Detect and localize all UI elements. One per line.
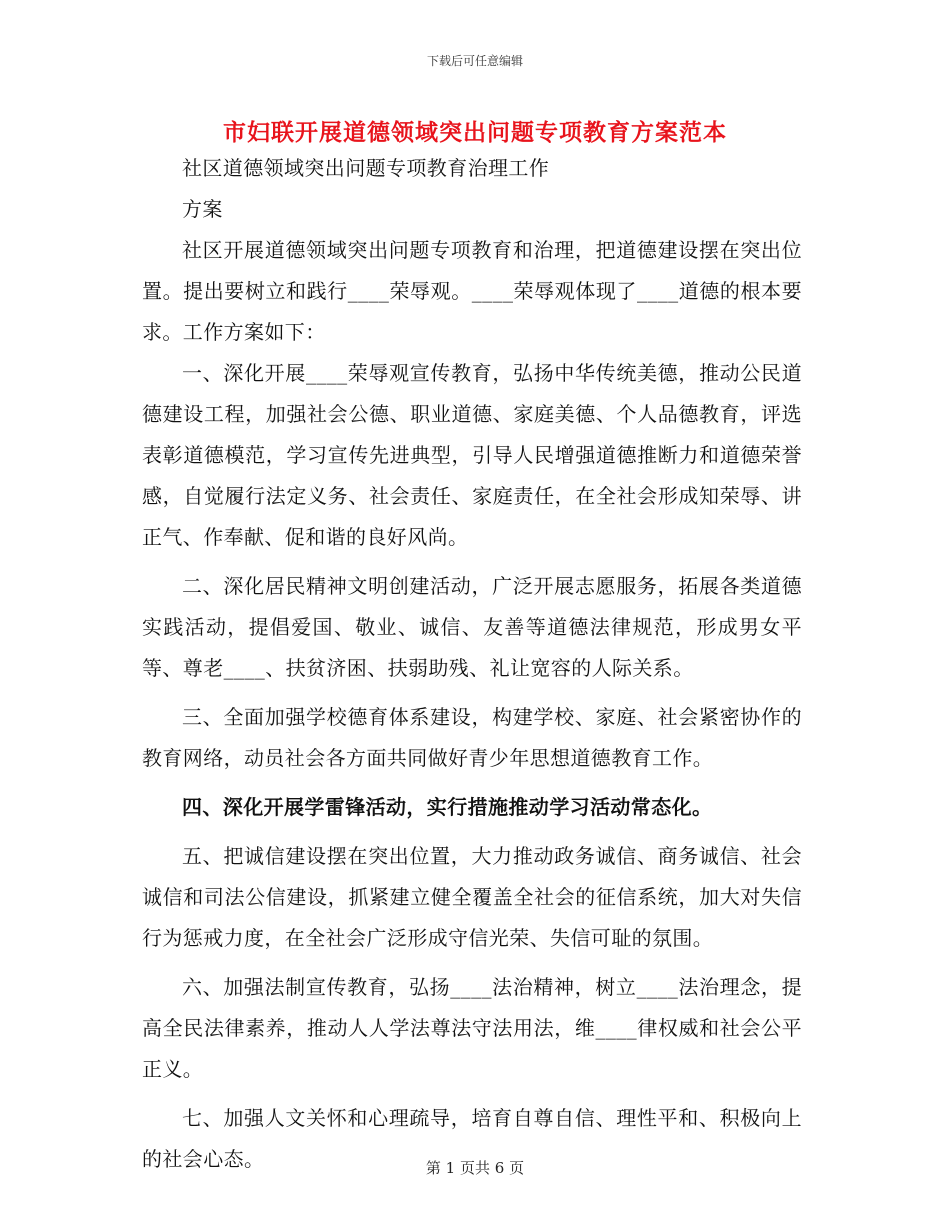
subtitle-line-1: 社区道德领域突出问题专项教育治理工作 [182, 156, 550, 180]
item-paragraph-5: 五、把诚信建设摆在突出位置，大力推动政务诚信、商务诚信、社会诚信和司法公信建设，抓紧建立健全覆盖全社会的征信系统，加大对失信行为惩戒力度，在全社会广泛形成守信光荣、失信可耻的氛围。 [142, 844, 802, 950]
item-paragraph-4: 四、深化开展学雷锋活动，实行措施推动学习活动常态化。 [182, 795, 713, 819]
document-body [142, 148, 802, 1180]
item-paragraph-6: 六、加强法制宣传教育，弘扬____法治精神，树立____法治理念，提高全民法律素养，推动人人学法尊法守法用法，维____律权威和社会公平正义。 [142, 975, 802, 1081]
item-paragraph-2: 二、深化居民精神文明创建活动，广泛开展志愿服务，拓展各类道德实践活动，提倡爱国、敬业、诚信、友善等道德法律规范，形成男女平等、尊老____、扶贫济困、扶弱助残、礼让宽容的人际关系。 [142, 574, 802, 680]
page-header-note: 下载后可任意编辑 [426, 54, 523, 68]
subtitle-line-2: 方案 [182, 197, 223, 221]
document-title: 市妇联开展道德领域突出问题专项教育方案范本 [223, 119, 727, 146]
item-paragraph-3: 三、全面加强学校德育体系建设，构建学校、家庭、社会紧密协作的教育网络，动员社会各方面共同做好青少年思想道德教育工作。 [142, 705, 802, 770]
item-paragraph-7: 七、加强人文关怀和心理疏导，培育自尊自信、理性平和、积极向上的社会心态。 [142, 1106, 802, 1171]
intro-paragraph: 社区开展道德领域突出问题专项教育和治理，把道德建设摆在突出位置。提出要树立和践行____荣辱观。____荣辱观体现了____道德的根本要求。工作方案如下： [142, 238, 802, 344]
page-footer-number: 第 1 页共 6 页 [425, 1159, 525, 1177]
item-paragraph-1: 一、深化开展____荣辱观宣传教育，弘扬中华传统美德，推动公民道德建设工程，加强社会公德、职业道德、家庭美德、个人品德教育，评选表彰道德模范，学习宣传先进典型，引导人民增强道德推断力和道德荣誉感，自觉履行法定义务、社会责任、家庭责任，在全社会形成知荣辱、讲正气、作奉献、促和谐的良好风尚。 [142, 361, 802, 549]
